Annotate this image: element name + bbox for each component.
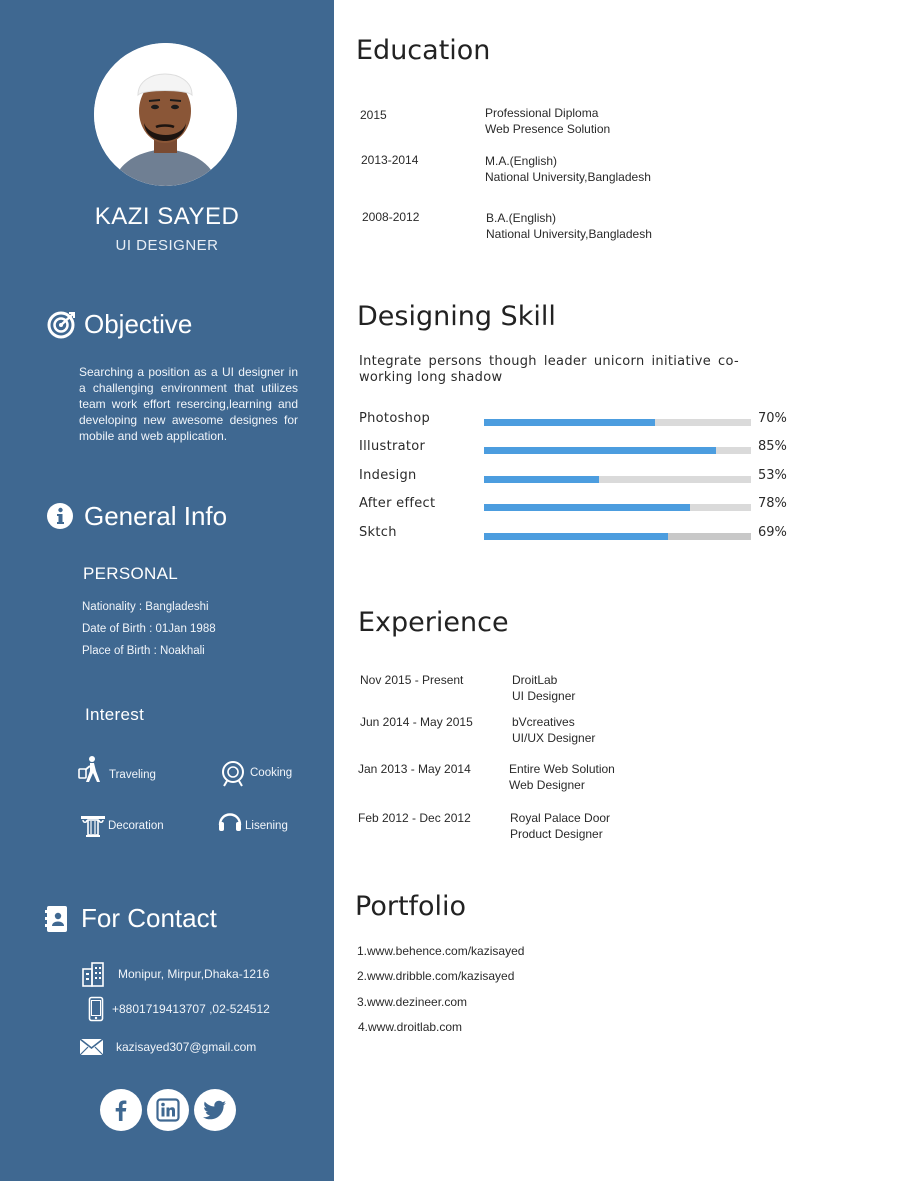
interest-label-cooking: Cooking <box>250 767 293 779</box>
info-icon <box>46 502 76 532</box>
experience-role: UI/UX Designer <box>512 731 596 745</box>
skill-bar-fill <box>484 504 690 511</box>
experience-dates: Jun 2014 - May 2015 <box>360 715 473 729</box>
experience-role: Product Designer <box>510 827 603 841</box>
portfolio-link[interactable]: 2.www.dribble.com/kazisayed <box>357 969 515 983</box>
personal-heading: PERSONAL <box>83 564 178 583</box>
education-year: 2013-2014 <box>361 153 419 167</box>
education-institution: National University,Bangladesh <box>486 227 652 241</box>
education-heading: Education <box>356 35 491 66</box>
experience-company: bVcreatives <box>512 715 575 729</box>
facebook-icon <box>109 1098 133 1122</box>
experience-entry <box>510 810 610 842</box>
skill-bar-track <box>484 447 751 454</box>
interest-item <box>75 754 156 784</box>
building-icon <box>80 961 106 987</box>
skill-bar-fill <box>484 447 716 454</box>
twitter-icon <box>203 1098 227 1122</box>
experience-role: Web Designer <box>509 778 585 792</box>
phone-icon <box>86 996 106 1022</box>
skill-percent: 70% <box>758 411 787 426</box>
skill-row <box>359 496 799 516</box>
general-info-heading-label: General Info <box>84 501 228 531</box>
portfolio-link[interactable]: 4.www.droitlab.com <box>358 1020 463 1034</box>
general-info-heading <box>46 501 227 532</box>
envelope-icon <box>78 1034 104 1060</box>
interest-heading: Interest <box>85 705 145 724</box>
skill-name: Sktch <box>359 525 397 540</box>
skill-bar-track <box>484 419 751 426</box>
experience-entry <box>512 714 595 746</box>
objective-text: Searching a position as a UI designer in a challenging environment that utilizes team work effort resercing,learning and developing new awesome designes for mobile and web application. <box>79 365 298 443</box>
education-degree: B.A.(English) <box>486 211 557 225</box>
education-entry <box>485 153 651 185</box>
skill-bar-fill <box>484 533 668 540</box>
skill-bar-fill <box>484 419 655 426</box>
education-institution: Web Presence Solution <box>485 122 611 136</box>
skill-row <box>359 468 799 488</box>
skill-name: After effect <box>359 496 436 511</box>
traveler-icon <box>75 754 105 784</box>
cooking-icon <box>218 758 248 788</box>
linkedin-link[interactable] <box>147 1089 189 1131</box>
contact-address-text: Monipur, Mirpur,Dhaka-1216 <box>118 967 270 981</box>
skill-bar-fill <box>484 476 599 483</box>
education-institution: National University,Bangladesh <box>485 170 651 184</box>
skill-bar-track <box>484 504 751 511</box>
skill-bar-track <box>484 476 751 483</box>
experience-dates: Feb 2012 - Dec 2012 <box>358 811 471 825</box>
nationality: Nationality : Bangladeshi <box>82 601 209 613</box>
contact-email <box>78 1034 256 1060</box>
experience-company: Royal Palace Door <box>510 811 611 825</box>
social-links <box>100 1089 236 1131</box>
contact-heading <box>43 903 217 934</box>
interest-item <box>78 810 164 840</box>
experience-company: Entire Web Solution <box>509 762 615 776</box>
skill-name: Photoshop <box>359 411 431 426</box>
candidate-title: UI DESIGNER <box>115 237 219 254</box>
interest-item <box>215 806 288 836</box>
skills-heading: Designing Skill <box>357 301 556 332</box>
education-year: 2015 <box>360 108 387 122</box>
education-degree: M.A.(English) <box>485 154 558 168</box>
experience-dates: Nov 2015 - Present <box>360 673 464 687</box>
experience-heading: Experience <box>358 607 509 638</box>
skill-name: Indesign <box>359 468 417 483</box>
skill-row <box>359 525 799 545</box>
education-degree: Professional Diploma <box>485 106 599 120</box>
interest-label-traveling: Traveling <box>109 769 156 781</box>
experience-dates: Jan 2013 - May 2014 <box>358 762 471 776</box>
column-icon <box>78 810 108 840</box>
portfolio-link[interactable]: 3.www.dezineer.com <box>357 995 468 1009</box>
skills-intro: Integrate persons though leader unicorn initiative co-working long shadow <box>359 354 739 385</box>
candidate-name: KAZI SAYED <box>94 203 240 230</box>
skill-name: Illustrator <box>359 439 426 454</box>
interest-item <box>218 758 292 788</box>
linkedin-icon <box>156 1098 180 1122</box>
objective-heading-label: Objective <box>84 309 193 339</box>
contact-email-text: kazisayed307@gmail.com <box>116 1040 257 1054</box>
experience-company: DroitLab <box>512 673 558 687</box>
contact-book-icon <box>43 904 73 934</box>
education-year: 2008-2012 <box>362 210 420 224</box>
headphones-icon <box>215 806 245 836</box>
experience-entry <box>512 672 575 704</box>
skill-row <box>359 411 799 431</box>
interest-label-listening: Lisening <box>245 820 288 832</box>
profile-photo <box>94 43 237 186</box>
skill-bar-track <box>484 533 751 540</box>
skill-percent: 78% <box>758 496 787 511</box>
contact-heading-label: For Contact <box>81 903 217 933</box>
place-of-birth: Place of Birth : Noakhali <box>82 645 205 657</box>
experience-role: UI Designer <box>512 689 576 703</box>
sidebar <box>0 0 334 1181</box>
contact-address <box>80 961 269 987</box>
date-of-birth: Date of Birth : 01Jan 1988 <box>82 623 216 635</box>
profile-photo-illustration <box>94 43 237 186</box>
skill-percent: 69% <box>758 525 787 540</box>
experience-entry <box>509 761 615 793</box>
education-entry <box>486 210 652 242</box>
education-entry <box>485 105 610 137</box>
facebook-link[interactable] <box>100 1089 142 1131</box>
target-icon <box>46 310 76 340</box>
skill-percent: 53% <box>758 468 787 483</box>
portfolio-link[interactable]: 1.www.behence.com/kazisayed <box>357 944 525 958</box>
interest-label-decoration: Decoration <box>108 820 164 832</box>
contact-phone-text: +8801719413707 ,02-524512 <box>112 1002 270 1016</box>
twitter-link[interactable] <box>194 1089 236 1131</box>
contact-phone <box>86 996 270 1022</box>
portfolio-heading: Portfolio <box>355 891 467 922</box>
skill-percent: 85% <box>758 439 787 454</box>
skill-row <box>359 439 799 459</box>
objective-heading <box>46 309 192 340</box>
